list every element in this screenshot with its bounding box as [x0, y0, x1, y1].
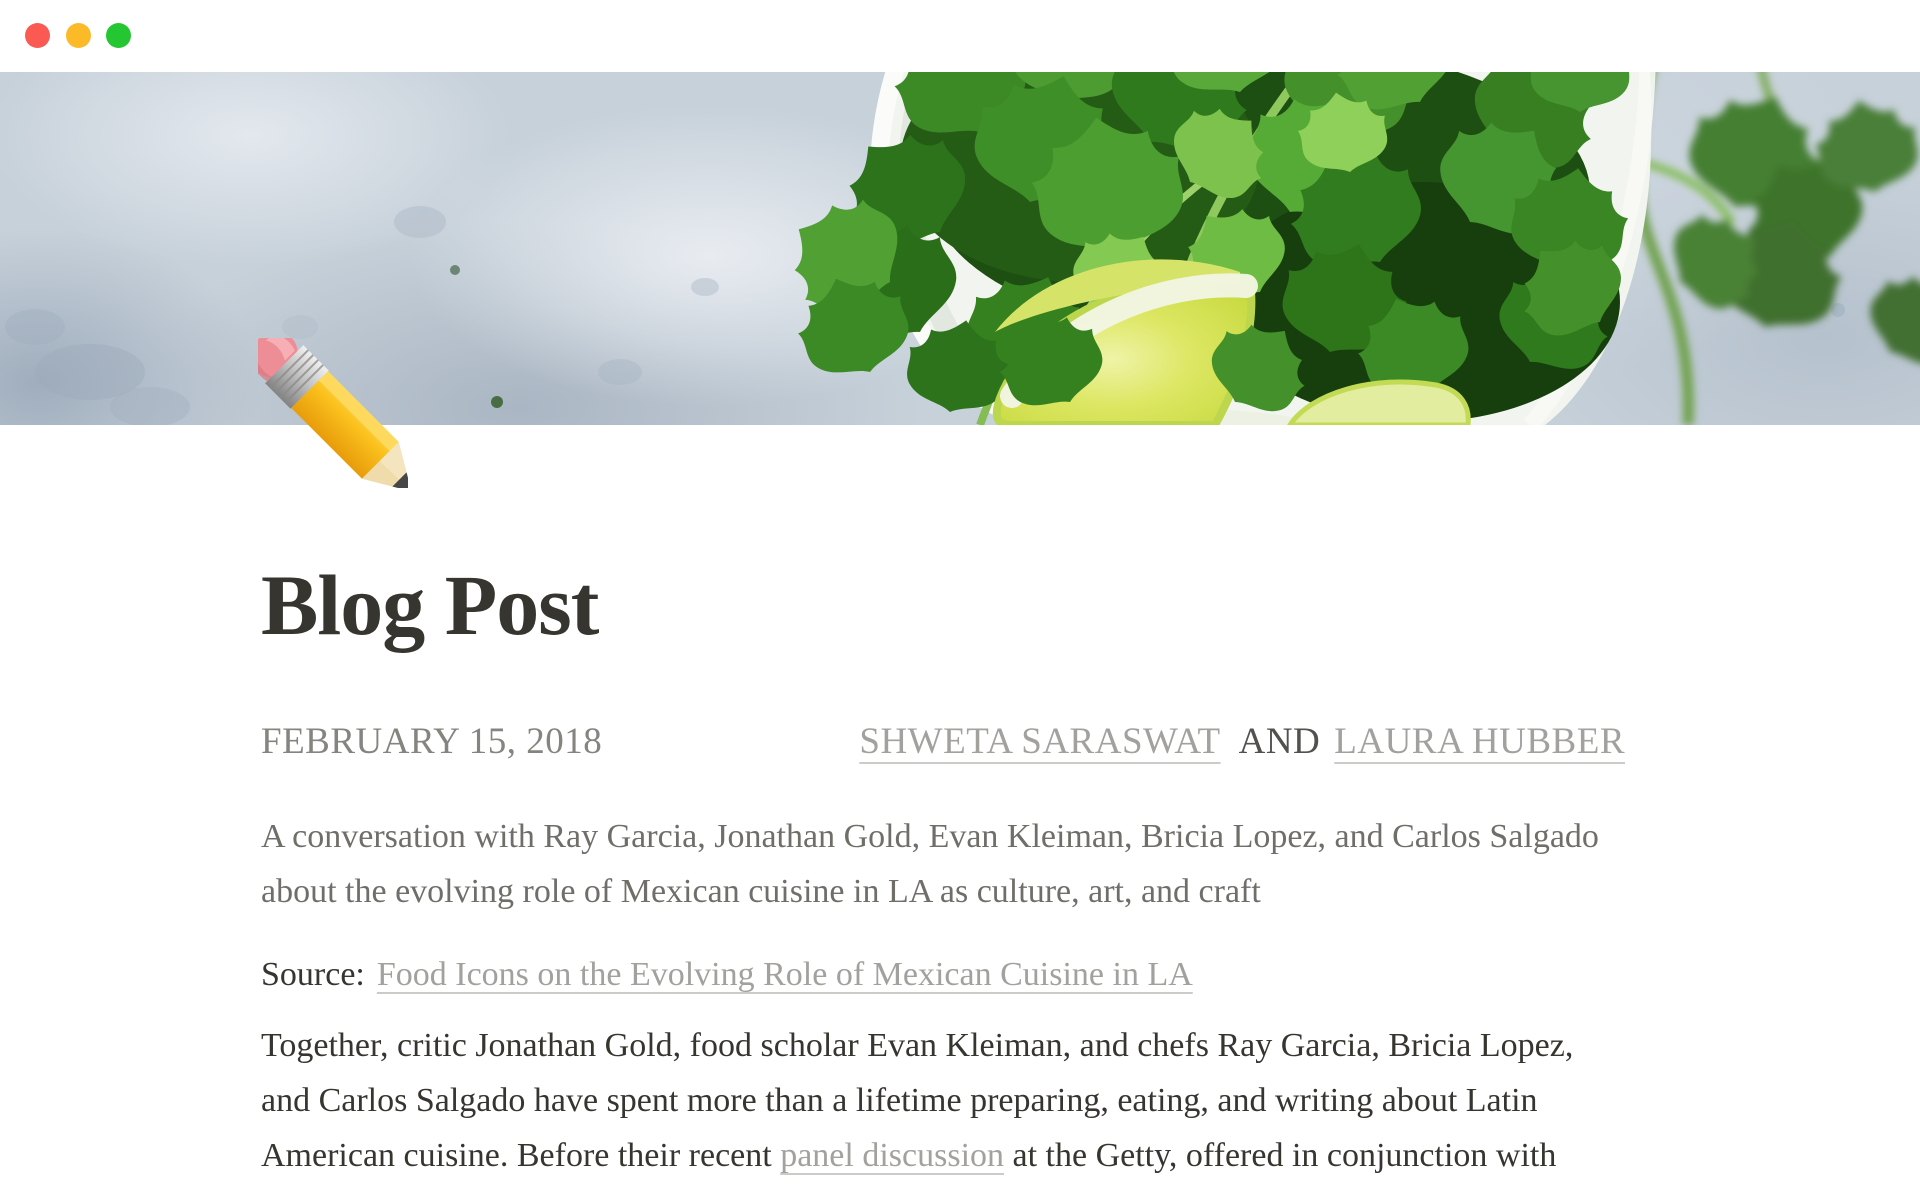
body-line-2: and Carlos Salgado have spent more than a lifetime preparing, eating, and writing about Latin — [261, 1082, 1538, 1119]
author-link-shweta-saraswat[interactable]: SHWETA SARASWAT — [859, 721, 1221, 762]
window-close-button[interactable] — [25, 23, 50, 48]
meta-row — [261, 718, 1691, 766]
body-line-3-pre: American cuisine. Before their recent — [261, 1137, 781, 1174]
authors-separator: AND — [1238, 721, 1321, 762]
body-paragraph — [261, 1018, 1691, 1183]
window-titlebar — [0, 0, 1920, 72]
intro-line-1: A conversation with Ray Garcia, Jonathan Gold, Evan Kleiman, Bricia Lopez, and Carlos Salgado — [261, 818, 1599, 855]
page-title: Blog Post — [261, 557, 599, 653]
page-content — [261, 425, 1691, 1183]
authors — [859, 718, 1625, 766]
body-line-1: Together, critic Jonathan Gold, food scholar Evan Kleiman, and chefs Ray Garcia, Bricia Lopez, — [261, 1027, 1574, 1064]
window-zoom-button[interactable] — [106, 23, 131, 48]
intro-line-2: about the evolving role of Mexican cuisine in LA as culture, art, and craft — [261, 873, 1261, 910]
body-line-3-post: at the Getty, offered in conjunction with — [1004, 1137, 1557, 1174]
pencil-icon[interactable] — [258, 338, 408, 488]
source-label: Source: — [261, 956, 365, 993]
panel-discussion-link[interactable]: panel discussion — [780, 1137, 1005, 1174]
source-link[interactable]: Food Icons on the Evolving Role of Mexican Cuisine in LA — [376, 956, 1193, 993]
window-minimize-button[interactable] — [66, 23, 91, 48]
pencil-emoji-art — [258, 338, 408, 488]
source-line — [261, 947, 1691, 1002]
body-line-3 — [261, 1128, 1691, 1183]
author-link-laura-hubber[interactable]: LAURA HUBBER — [1334, 721, 1625, 762]
intro-paragraph — [261, 809, 1691, 919]
publish-date: FEBRUARY 15, 2018 — [261, 721, 603, 762]
